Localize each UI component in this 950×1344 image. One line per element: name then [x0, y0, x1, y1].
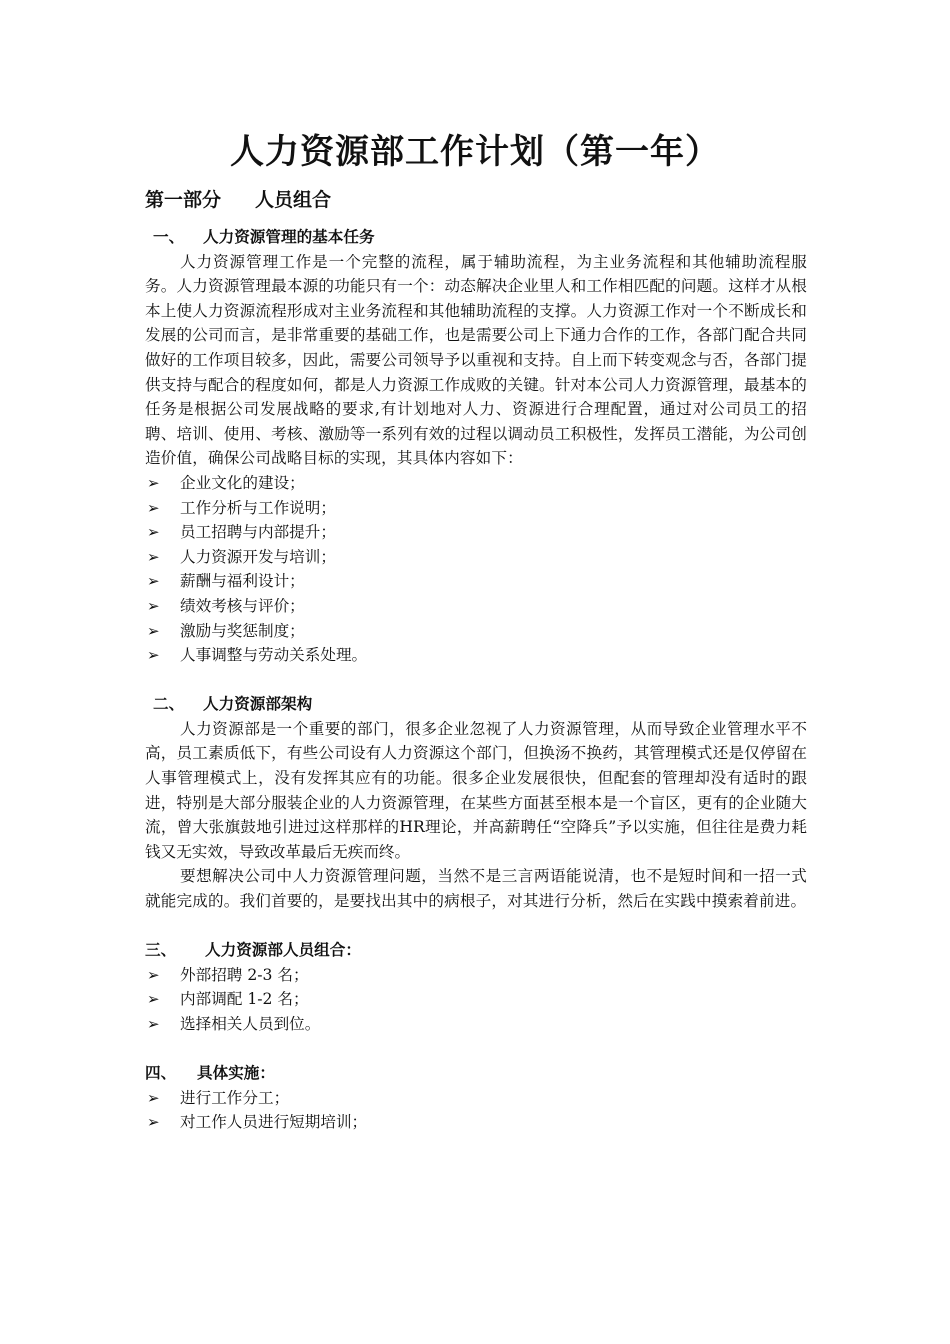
section-2-paragraph-2: 要想解决公司中人力资源管理问题，当然不是三言两语能说清，也不是短时间和一招一式就能完成的。我们首要的，是要找出其中的病根子，对其进行分析，然后在实践中摸索着前进。	[145, 867, 807, 911]
section-4-heading	[145, 1061, 807, 1086]
section-1-number: 一、	[153, 227, 185, 246]
arrow-bullet-icon: ➢	[147, 990, 160, 1009]
section-1-heading	[145, 225, 807, 250]
list-item: ➢ 员工招聘与内部提升；	[145, 520, 807, 545]
list-item: ➢ 人事调整与劳动关系处理。	[145, 643, 807, 668]
arrow-bullet-icon: ➢	[147, 1113, 160, 1132]
section-1-title: 人力资源管理的基本任务	[203, 227, 375, 246]
arrow-bullet-icon: ➢	[147, 572, 160, 591]
arrow-bullet-icon: ➢	[147, 1015, 160, 1033]
arrow-bullet-icon: ➢	[147, 547, 160, 566]
document-content	[145, 225, 807, 1135]
section-4-title: 具体实施：	[197, 1063, 275, 1083]
section-2-title: 人力资源部架构	[203, 694, 313, 714]
section-4-number: 四、	[145, 1063, 177, 1083]
section-2-number: 二、	[153, 694, 185, 714]
arrow-bullet-icon: ➢	[147, 965, 160, 984]
section-3-heading	[145, 938, 807, 963]
list-item: ➢ 外部招聘 2-3 名；	[145, 963, 807, 988]
arrow-bullet-icon: ➢	[147, 596, 160, 615]
part-heading	[145, 186, 331, 214]
arrow-bullet-icon: ➢	[147, 1088, 160, 1107]
section-3-list	[145, 963, 807, 1037]
list-item: ➢ 人力资源开发与培训；	[145, 545, 807, 570]
section-2-heading	[145, 692, 807, 717]
document-title: 人力资源部工作计划（第一年）	[230, 132, 720, 172]
arrow-bullet-icon: ➢	[147, 646, 160, 665]
section-3-number: 三、	[145, 940, 177, 960]
section-4-list	[145, 1086, 807, 1135]
section-1-list	[145, 471, 807, 668]
arrow-bullet-icon: ➢	[147, 621, 160, 640]
part-label: 第一部分	[145, 189, 222, 211]
list-item: ➢ 绩效考核与评价；	[145, 594, 807, 619]
arrow-bullet-icon: ➢	[147, 498, 160, 517]
list-item: ➢ 对工作人员进行短期培训；	[145, 1110, 807, 1135]
arrow-bullet-icon: ➢	[147, 473, 160, 492]
part-name: 人员组合	[255, 189, 332, 211]
list-item: ➢ 激励与奖惩制度；	[145, 619, 807, 644]
arrow-bullet-icon: ➢	[147, 523, 160, 542]
list-item: ➢ 内部调配 1-2 名；	[145, 987, 807, 1012]
list-item: ➢ 工作分析与工作说明；	[145, 496, 807, 521]
list-item: ➢ 选择相关人员到位。	[145, 1012, 807, 1037]
list-item: ➢ 企业文化的建设；	[145, 471, 807, 496]
list-item: ➢ 薪酬与福利设计；	[145, 569, 807, 594]
section-3-title: 人力资源部人员组合：	[205, 940, 361, 960]
list-item: ➢ 进行工作分工；	[145, 1086, 807, 1111]
section-1-paragraph: 人力资源管理工作是一个完整的流程，属于辅助流程，为主业务流程和其他辅助流程服务。人力资源管理最本源的功能只有一个：动态解决企业里人和工作相匹配的问题。这样才从根本上使人力资源流程形成对主业务流程和其他辅助流程的支撑。人力资源工作对一个不断成长和发展的公司而言，是非常重要的基础工作，也是需要公司上下通力合作的工作，各部门配合共同做好的工作项目较多，因此，需要公司领导予以重视和支持。自上而下转变观念与否，各部门提供支持与配合的程度如何，都是人力资源工作成败的关键。针对本公司人力资源管理，最基本的任务是根据公司发展战略的要求,有计划地对人力、资源进行合理配置，通过对公司员工的招聘、培训、使用、考核、激励等一系列有效的过程以调动员工积极性，发挥员工潜能，为公司创造价值，确保公司战略目标的实现，其具体内容如下：	[145, 252, 807, 468]
section-2-paragraph-1: 人力资源部是一个重要的部门，很多企业忽视了人力资源管理，从而导致企业管理水平不高，员工素质低下，有些公司设有人力资源这个部门，但换汤不换药，其管理模式还是仅停留在人事管理模式上，没有发挥其应有的功能。很多企业发展很快，但配套的管理却没有适时的跟进，特别是大部分服装企业的人力资源管理，在某些方面甚至根本是一个盲区，更有的企业随大流，曾大张旗鼓地引进过这样那样的HR理论，并高薪聘任“空降兵”予以实施，但往往是费力耗钱又无实效，导致改革最后无疾而终。	[145, 719, 807, 861]
